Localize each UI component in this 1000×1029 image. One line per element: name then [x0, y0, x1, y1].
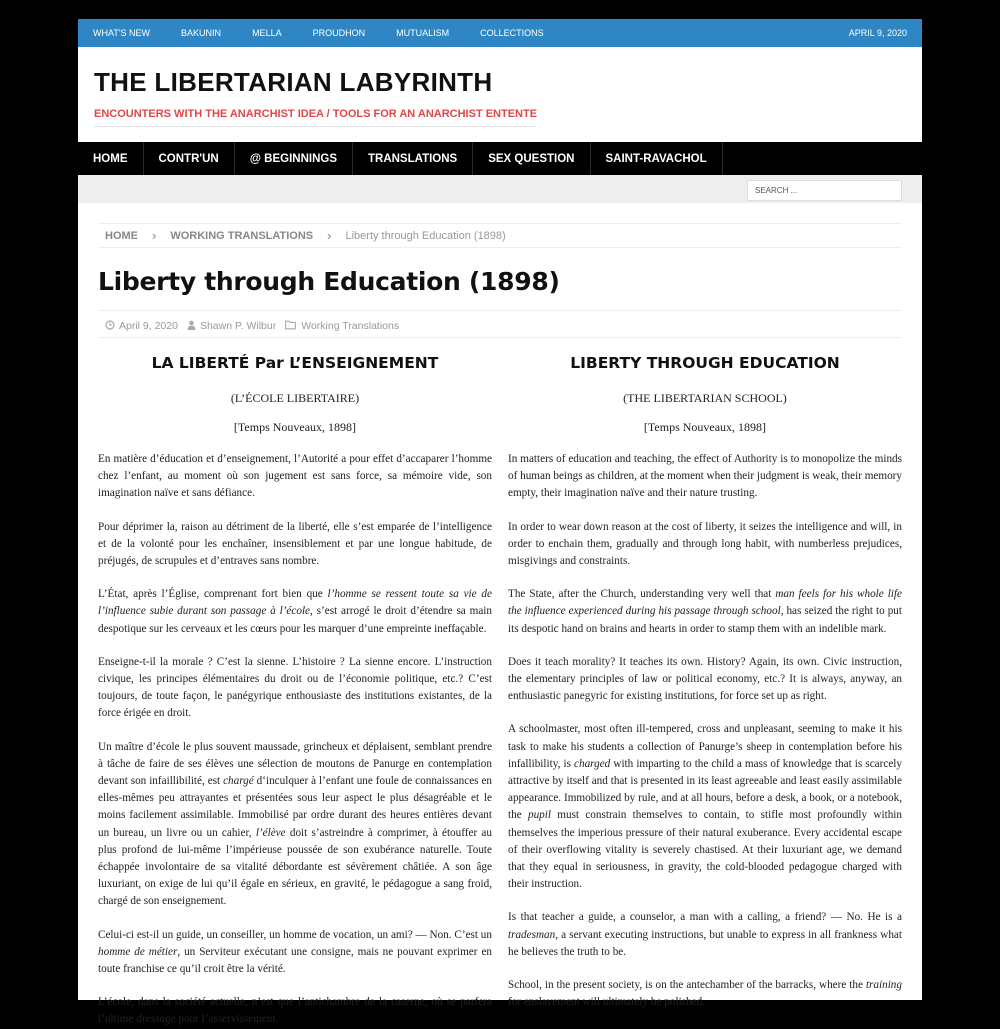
english-source: [Temps Nouveaux, 1898] [643, 420, 767, 434]
page-title: Liberty through Education (1898) [98, 267, 902, 311]
top-nav-bakunin[interactable]: BAKUNIN [181, 28, 222, 38]
french-paragraph: Pour déprimer la, raison au détriment de la liberté, elle s’est emparée de l’intelligence et de la volonté pour les enchaîner, insensiblement et par une longue habitude, de préjugés, de scrupules et d’entraves sans nombre. [98, 520, 492, 568]
english-paragraph: In order to wear down reason at the cost of liberty, it seizes the intelligence and will, in order to enchain them, gradually and through long habit, with numberless prejudices, misgivings and constraints. [508, 520, 902, 568]
french-paragraph: Enseigne-t-il la morale ? C’est la sienne. L’histoire ? La sienne encore. L’instruction civique, les principes élémentaires du droit ou de l’économie politique, etc.? C’est toujours, de toute façon, le panégyrique enthousiaste des institutions existantes, de la force érigée en droit. [98, 655, 492, 720]
page-container [78, 19, 922, 1026]
french-paragraph: Celui-ci est-il un guide, un conseiller, un homme de vocation, un ami? — Non. C’est un homme de métier, un Serviteur exécutant une consigne, mais ne pouvant exprimer en toute franchise ce qu’il croit être la vérité. [98, 928, 492, 976]
post-author-link[interactable]: Shawn P. Wilbur [199, 320, 277, 332]
english-paragraph: Is that teacher a guide, a counselor, a man with a calling, a friend? — No. He is a tradesman, a servant executing instructions, but unable to express in all frankness what he believes the truth to be. [508, 911, 902, 958]
french-heading: LA LIBERTÉ Par L’ENSEIGNEMENT [151, 354, 439, 372]
english-paragraph: School, in the present society, is on the antechamber of the barracks, where the training for enslavement will ultimately be polished. [508, 979, 902, 1009]
post-category [285, 320, 399, 333]
post-author [187, 320, 276, 333]
main-content [78, 223, 922, 1029]
french-paragraph: L’école, dans la société actuelle, n’est que l’antichambre de la caserne, où se parfera l’ultime dressage pour l’asservissement. [98, 996, 492, 1026]
english-paragraph: In matters of education and teaching, the effect of Authority is to monopolize the minds of human beings as children, at the moment when their judgment is weak, their memory empty, their imagination naïve and their nature trusting. [508, 453, 902, 500]
top-bar [78, 19, 922, 47]
main-nav-contrun[interactable]: CONTR'UN [144, 142, 235, 175]
top-nav-mella[interactable]: MELLA [252, 28, 282, 38]
french-source: [Temps Nouveaux, 1898] [233, 420, 357, 434]
breadcrumb-home[interactable]: HOME [105, 229, 138, 242]
french-paragraph: L’État, après l’Église, comprenant fort bien que l’homme se ressent toute sa vie de l’influence subie durant son passage à l’école, s’est arrogé le droit d’étendre sa main despotique sur les cerveaux et les cœurs pour les marquer d’une empreinte ineffaçable. [98, 588, 492, 635]
english-column [508, 347, 902, 1029]
english-heading: LIBERTY THROUGH EDUCATION [570, 354, 840, 372]
post-date [105, 320, 178, 333]
post-date-text: April 9, 2020 [119, 320, 178, 332]
breadcrumb-current: Liberty through Education (1898) [345, 229, 506, 242]
main-nav-saint-ravachol[interactable]: SAINT-RAVACHOL [591, 142, 723, 175]
top-nav-whats-new[interactable]: WHAT'S NEW [93, 28, 151, 38]
search-bar [78, 175, 922, 203]
english-paragraph: The State, after the Church, understanding very well that man feels for his whole life the influence experienced during his passage through school, has seized the right to put its despotic hand on brains and hearts in order to stamp them with an indelible mark. [508, 588, 902, 635]
chevron-right-icon: › [327, 228, 332, 243]
chevron-right-icon: › [152, 228, 157, 243]
translation-columns [98, 347, 902, 1029]
main-nav-sex-question[interactable]: SEX QUESTION [473, 142, 590, 175]
breadcrumb-category[interactable]: WORKING TRANSLATIONS [170, 229, 314, 242]
site-title[interactable]: THE LIBERTARIAN LABYRINTH [94, 67, 493, 97]
french-column [98, 347, 492, 1029]
french-paragraph: Un maître d’école le plus souvent maussade, grincheux et déplaisent, semblant prendre à tâche de faire de ses élèves une sélection de moutons de Panurge en contemplation devant son infaillibilité, est chargé d‘inculquer à l’enfant une foule de connaissances en elles-mêmes peu attrayantes et présentées sous leur aspect le plus désagréable et le moins facilement assimilable. Immobilisé par ordre durant des heures entières devant un bureau, un livre ou un cahier, l’élève doit s’astreindre à comprimer, à étouffer au plus profond de lui-même l’impérieuse poussée de son exubérance naturelle. Toute échappée involontaire de sa vitalité débordante est sévèrement châtiée. A son âge luxuriant, on exige de lui qu’il égale en sérieux, en gravité, le pédagogue a sang froid, chargé de son enseignement. [98, 740, 493, 908]
main-nav-translations[interactable]: TRANSLATIONS [353, 142, 473, 175]
clock-icon [105, 320, 115, 333]
breadcrumb [98, 223, 902, 248]
english-paragraph: Does it teach morality? It teaches its own. History? Again, its own. Civic instruction, the elementary principles of law or political economy, etc.? It is always, anyway, an enthusiastic panegyric for existing institutions, for force set up as right. [508, 655, 902, 703]
french-subtitle: (L’ÉCOLE LIBERTAIRE) [230, 391, 360, 405]
main-nav-beginnings[interactable]: @ BEGINNINGS [235, 142, 353, 175]
post-meta [98, 315, 902, 338]
post-category-link[interactable]: Working Translations [301, 320, 400, 332]
french-paragraph: En matière d’éducation et d’enseignement, l’Autorité a pour effet d’accaparer l’homme chez l’enfant, au moment où son jugement est sans force, sa mémoire vide, son imagination naïve et sans défiance. [98, 453, 492, 500]
top-nav-mutualism[interactable]: MUTUALISM [396, 28, 450, 38]
folder-icon [285, 320, 297, 333]
site-branding [78, 47, 922, 142]
main-nav [78, 142, 922, 175]
top-nav-proudhon[interactable]: PROUDHON [312, 28, 366, 38]
user-icon [187, 320, 196, 333]
top-nav [93, 28, 575, 38]
site-tagline: ENCOUNTERS WITH THE ANARCHIST IDEA / TOOLS FOR AN ANARCHIST ENTENTE [94, 108, 537, 127]
main-nav-home[interactable]: HOME [78, 142, 144, 175]
english-paragraph: A schoolmaster, most often ill-tempered, cross and unpleasant, seeming to make it his task to make his students a collection of Panurge’s sheep in contemplation before his infallibility, is charged with imparting to the child a mass of knowledge that is scarcely attractive by itself and that is presented in its least agreeable and least easily assimilable appearance. Immobilized by rule, and at all hours, before a desk, a book, or a notebook, the pupil must constrain themselves to contain, to stifle most profoundly within themselves the imperious pressure of their natural exuberance. Every accidental escape of their overflowing vitality is severely chastised. At their luxuriant age, we demand that they equal in seriousness, in gravity, the cold-blooded pedagogue charged with their instruction. [508, 723, 902, 891]
top-nav-collections[interactable]: COLLECTIONS [480, 28, 544, 38]
search-input[interactable] [747, 180, 902, 201]
english-subtitle: (THE LIBERTARIAN SCHOOL) [623, 391, 787, 405]
current-date: APRIL 9, 2020 [848, 28, 907, 38]
